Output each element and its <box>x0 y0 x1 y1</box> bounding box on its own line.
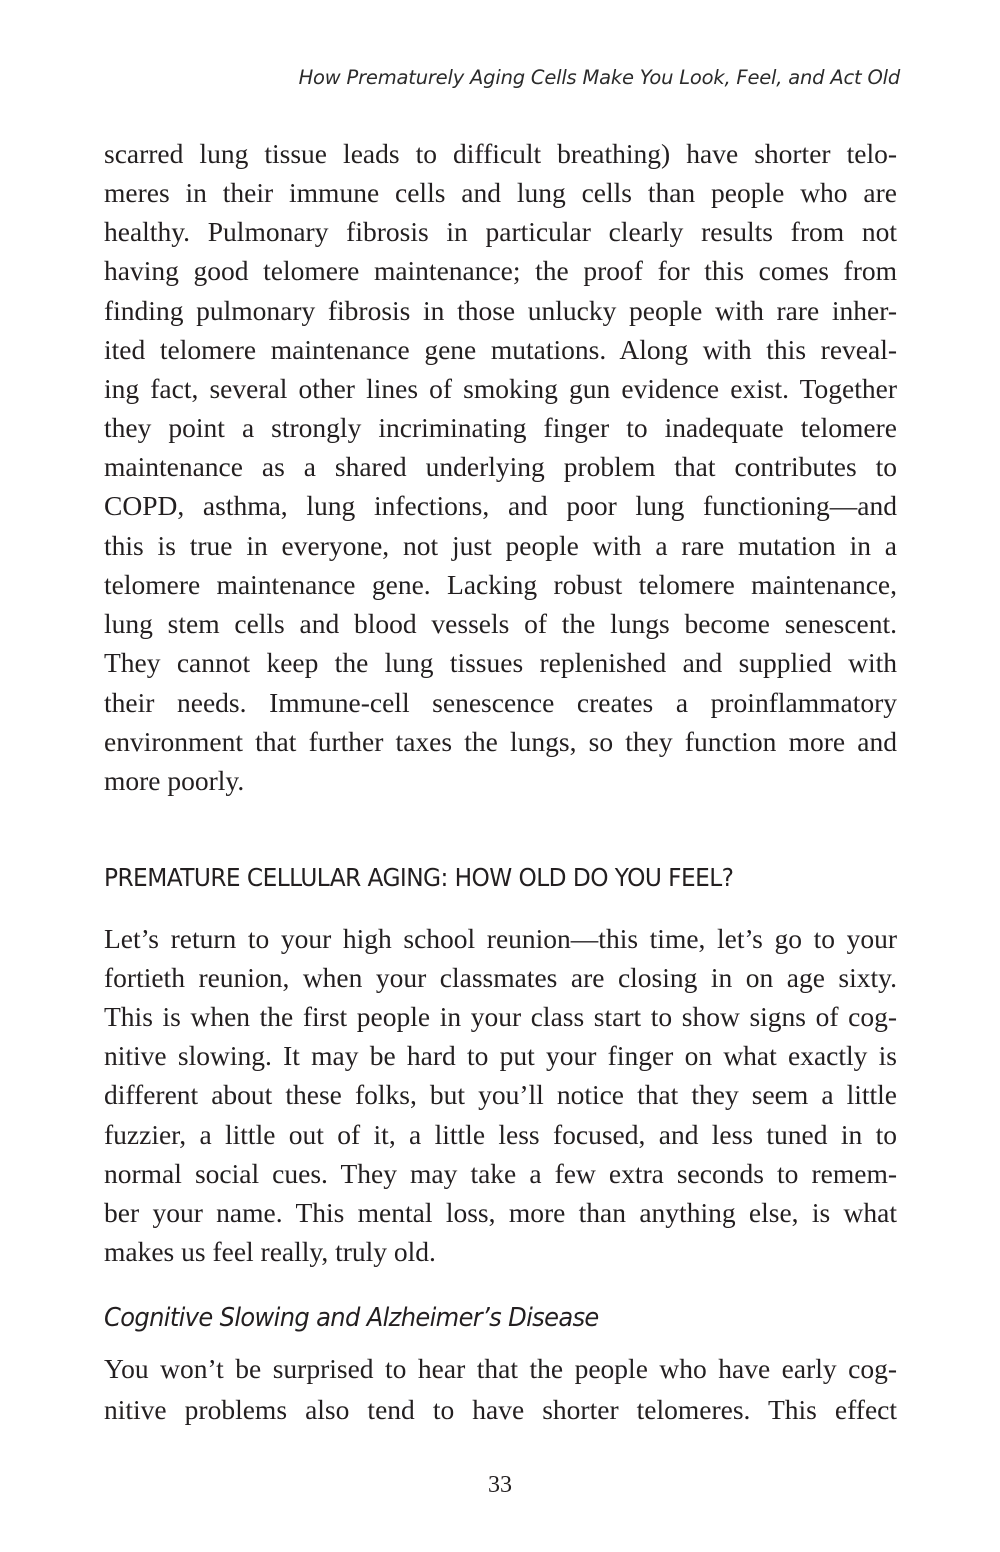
body-line: fuzzier, a little out of it, a little less focused, and less tuned in to <box>104 1119 897 1150</box>
body-line: nitive problems also tend to have shorter telomeres. This effect <box>104 1394 897 1425</box>
body-line: more poorly. <box>104 765 245 796</box>
body-line: environment that further taxes the lungs, so they function more and <box>104 726 897 757</box>
body-line: telomere maintenance gene. Lacking robust telomere maintenance, <box>104 569 897 600</box>
page-number: 33 <box>488 1472 512 1498</box>
body-line: having good telomere maintenance; the proof for this comes from <box>104 255 897 286</box>
body-line: they point a strongly incriminating finger to inadequate telomere <box>104 412 897 443</box>
subheading: Cognitive Slowing and Alzheimer’s Disease <box>104 1303 599 1333</box>
body-line: nitive slowing. It may be hard to put your finger on what exactly is <box>104 1040 897 1071</box>
body-line: lung stem cells and blood vessels of the lungs become senescent. <box>104 608 897 639</box>
body-line: ing fact, several other lines of smoking gun evidence exist. Together <box>104 373 897 404</box>
body-line: makes us feel really, truly old. <box>104 1236 436 1267</box>
body-line: You won’t be surprised to hear that the people who have early cog- <box>104 1353 897 1384</box>
body-line: this is true in everyone, not just people with a rare mutation in a <box>104 530 897 561</box>
body-line: different about these folks, but you’ll notice that they seem a little <box>104 1079 897 1110</box>
body-line: finding pulmonary fibrosis in those unlucky people with rare inher- <box>104 295 897 326</box>
body-line: healthy. Pulmonary fibrosis in particular clearly results from not <box>104 216 897 247</box>
body-line: their needs. Immune-cell senescence creates a proinflammatory <box>104 687 897 718</box>
body-line: This is when the first people in your class start to show signs of cog- <box>104 1001 897 1032</box>
body-line: maintenance as a shared underlying problem that contributes to <box>104 451 897 482</box>
body-line: fortieth reunion, when your classmates are closing in on age sixty. <box>104 962 897 993</box>
body-line: Let’s return to your high school reunion—this time, let’s go to your <box>104 923 897 954</box>
body-line: scarred lung tissue leads to difficult breathing) have shorter telo- <box>104 138 897 169</box>
body-line: ber your name. This mental loss, more than anything else, is what <box>104 1197 897 1228</box>
body-line: They cannot keep the lung tissues replenished and supplied with <box>104 647 897 678</box>
section-heading: PREMATURE CELLULAR AGING: HOW OLD DO YOU FEEL? <box>104 863 734 892</box>
running-head: How Prematurely Aging Cells Make You Look, Feel, and Act Old <box>298 66 900 89</box>
body-line: normal social cues. They may take a few extra seconds to remem- <box>104 1158 897 1189</box>
body-line: meres in their immune cells and lung cells than people who are <box>104 177 897 208</box>
body-line: ited telomere maintenance gene mutations. Along with this reveal- <box>104 334 897 365</box>
body-line: COPD, asthma, lung infections, and poor lung functioning—and <box>104 490 897 521</box>
